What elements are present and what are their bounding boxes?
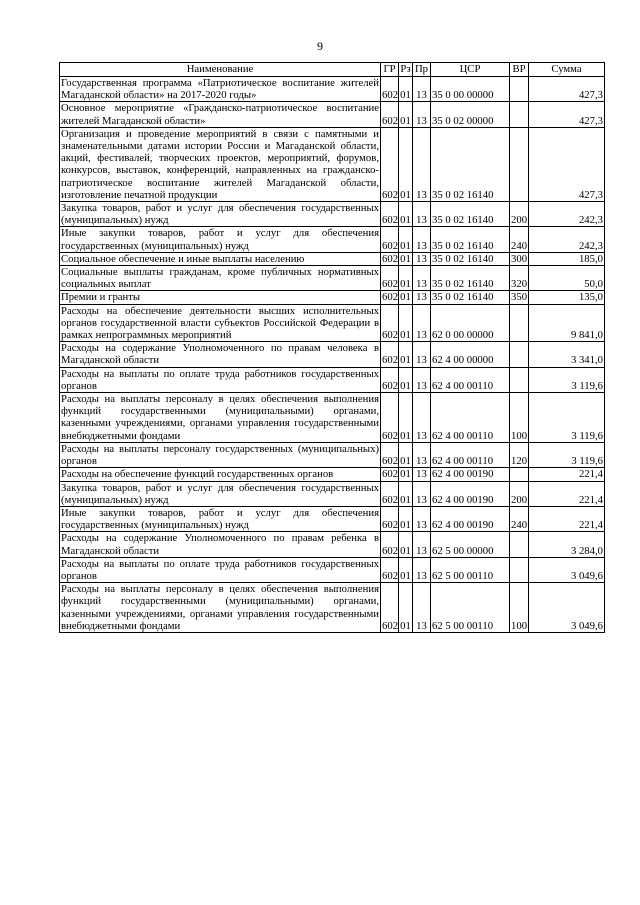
row-gr: 602 <box>381 506 399 531</box>
row-sum: 221,4 <box>529 481 605 506</box>
col-header-csr: ЦСР <box>431 63 510 77</box>
row-gr: 602 <box>381 227 399 252</box>
row-csr: 62 5 00 00000 <box>431 532 510 557</box>
row-gr: 602 <box>382 252 399 265</box>
col-header-vr: ВР <box>510 63 529 77</box>
row-csr: 62 4 00 00110 <box>431 442 510 467</box>
row-vr: 320 <box>510 266 529 291</box>
row-csr: 62 4 00 00110 <box>431 393 510 443</box>
col-header-pr: Пр <box>413 63 431 77</box>
row-gr: 602 <box>381 342 399 367</box>
row-csr: 62 5 00 00110 <box>431 583 510 633</box>
row-rz: 01 <box>399 304 413 342</box>
row-csr: 35 0 02 16140 <box>431 291 510 304</box>
row-csr: 62 4 00 00190 <box>431 506 510 531</box>
row-sum: 3 119,6 <box>529 442 605 467</box>
row-name: Расходы на выплаты персоналу государственных (муниципальных) органов <box>61 442 379 468</box>
table-row <box>60 227 605 252</box>
row-sum: 242,3 <box>529 227 605 252</box>
table-row <box>60 557 605 582</box>
table-row <box>60 367 605 392</box>
row-csr: 35 0 02 16140 <box>431 227 510 252</box>
row-sum: 427,3 <box>529 77 605 102</box>
row-rz: 01 <box>399 266 413 291</box>
row-gr: 602 <box>381 532 399 557</box>
row-vr: 100 <box>510 583 529 633</box>
row-pr: 13 <box>413 481 431 506</box>
row-gr: 602 <box>381 367 399 392</box>
col-header-name: Наименование <box>60 63 381 77</box>
row-vr <box>510 77 529 102</box>
row-csr: 62 4 00 00000 <box>431 342 510 367</box>
row-vr: 100 <box>510 393 529 443</box>
budget-table <box>59 62 605 633</box>
table-row <box>60 393 605 443</box>
row-name: Расходы на выплаты по оплате труда работников государственных органов <box>61 557 379 582</box>
table-row <box>60 291 605 304</box>
row-sum: 242,3 <box>529 202 605 227</box>
row-csr: 35 0 02 16140 <box>431 202 510 227</box>
row-rz: 01 <box>399 506 413 531</box>
table-row <box>60 127 605 201</box>
col-header-sum: Сумма <box>529 63 605 77</box>
row-rz: 01 <box>399 227 413 252</box>
row-vr: 350 <box>511 291 528 304</box>
row-rz: 01 <box>399 557 413 582</box>
row-gr: 602 <box>382 291 399 304</box>
row-sum: 221,4 <box>529 468 605 481</box>
row-name: Расходы на выплаты по оплате труда работников государственных органов <box>61 367 379 392</box>
row-csr: 35 0 02 16140 <box>431 266 510 291</box>
page-number: 9 <box>317 39 323 53</box>
row-sum: 3 119,6 <box>529 367 605 392</box>
row-gr: 602 <box>381 393 399 443</box>
row-sum: 427,3 <box>529 102 605 127</box>
row-csr: 62 4 00 00110 <box>431 367 510 392</box>
table-row <box>60 342 605 367</box>
table-row <box>60 583 605 633</box>
row-name: Расходы на содержание Уполномоченного по правам человека в Магаданской области <box>61 342 379 367</box>
row-gr: 602 <box>381 557 399 582</box>
row-pr: 13 <box>413 367 431 392</box>
row-sum: 3 284,0 <box>529 532 605 557</box>
table-header-row <box>60 63 605 77</box>
row-pr: 13 <box>413 557 431 582</box>
row-name: Расходы на выплаты персоналу в целях обеспечения выполнения функций государственными (муниципальными) органами, казенными учреждениями, органами управления государственными внебюджетными фондами <box>61 393 379 442</box>
row-name: Расходы на выплаты персоналу в целях обеспечения выполнения функций государственными (муниципальными) органами, казенными учреждениями, органами управления государственными внебюджетными фондами <box>61 583 379 632</box>
row-gr: 602 <box>381 583 399 633</box>
row-sum: 427,3 <box>529 127 605 201</box>
row-vr: 200 <box>510 202 529 227</box>
row-gr: 602 <box>381 304 399 342</box>
row-rz: 01 <box>399 202 413 227</box>
row-name: Основное мероприятие «Гражданско-патриотическое воспитание жителей Магаданской области» <box>61 102 379 127</box>
row-sum: 3 119,6 <box>529 393 605 443</box>
row-vr <box>510 367 529 392</box>
row-name: Расходы на обеспечение деятельности высших исполнительных органов государственной власти субъектов Российской Федерации в рамках непрограммных мероприятий <box>61 304 379 342</box>
row-gr: 602 <box>381 102 399 127</box>
row-rz: 01 <box>399 102 413 127</box>
row-vr <box>510 304 529 342</box>
row-rz: 01 <box>400 291 411 304</box>
row-pr: 13 <box>413 342 431 367</box>
row-pr: 13 <box>413 583 431 633</box>
row-vr <box>510 342 529 367</box>
row-csr: 62 4 00 00190 <box>431 468 510 481</box>
row-rz: 01 <box>399 342 413 367</box>
row-name: Социальные выплаты гражданам, кроме публичных нормативных социальных выплат <box>61 266 379 291</box>
row-pr: 13 <box>413 202 431 227</box>
row-pr: 13 <box>413 102 431 127</box>
row-name: Закупка товаров, работ и услуг для обеспечения государственных (муниципальных) нужд <box>61 202 379 227</box>
row-sum: 50,0 <box>529 266 605 291</box>
row-sum: 221,4 <box>529 506 605 531</box>
row-vr: 240 <box>510 506 529 531</box>
row-pr: 13 <box>413 532 431 557</box>
row-csr: 35 0 00 00000 <box>431 77 510 102</box>
table-row <box>60 532 605 557</box>
col-header-gr: ГР <box>381 63 399 77</box>
row-gr: 602 <box>381 127 399 201</box>
row-rz: 01 <box>399 77 413 102</box>
table-row <box>60 506 605 531</box>
row-vr <box>510 127 529 201</box>
row-gr: 602 <box>381 442 399 467</box>
row-gr: 602 <box>381 266 399 291</box>
row-rz: 01 <box>399 442 413 467</box>
row-sum: 3 341,0 <box>529 342 605 367</box>
row-name: Иные закупки товаров, работ и услуг для обеспечения государственных (муниципальных) нужд <box>61 227 379 252</box>
row-pr: 13 <box>413 127 431 201</box>
row-pr: 13 <box>413 468 431 481</box>
row-vr <box>510 468 529 481</box>
table-row <box>60 252 605 265</box>
row-vr <box>510 532 529 557</box>
row-vr: 300 <box>511 252 528 265</box>
row-sum: 135,0 <box>529 291 605 304</box>
row-pr: 13 <box>413 252 431 265</box>
row-rz: 01 <box>400 468 411 481</box>
row-name: Иные закупки товаров, работ и услуг для обеспечения государственных (муниципальных) нужд <box>61 506 379 532</box>
row-sum: 9 841,0 <box>529 304 605 342</box>
row-gr: 602 <box>382 468 399 481</box>
row-pr: 13 <box>413 266 431 291</box>
row-vr <box>510 557 529 582</box>
row-rz: 01 <box>399 583 413 633</box>
row-rz: 01 <box>400 252 411 265</box>
row-gr: 602 <box>381 481 399 506</box>
row-sum: 3 049,6 <box>529 557 605 582</box>
row-name: Премии и гранты <box>60 291 381 304</box>
row-vr <box>510 102 529 127</box>
row-csr: 35 0 02 16140 <box>431 252 510 265</box>
row-csr: 62 5 00 00110 <box>431 557 510 582</box>
table-row <box>60 266 605 291</box>
row-vr: 120 <box>510 442 529 467</box>
row-csr: 62 4 00 00190 <box>431 481 510 506</box>
table-row <box>60 77 605 102</box>
table-row <box>60 304 605 342</box>
row-sum: 3 049,6 <box>529 583 605 633</box>
row-pr: 13 <box>413 393 431 443</box>
row-pr: 13 <box>413 506 431 531</box>
row-pr: 13 <box>413 77 431 102</box>
row-vr: 200 <box>510 481 529 506</box>
row-name: Закупка товаров, работ и услуг для обеспечения государственных (муниципальных) нужд <box>61 481 379 506</box>
table-row <box>60 202 605 227</box>
row-vr: 240 <box>510 227 529 252</box>
table-row <box>60 102 605 127</box>
row-name: Государственная программа «Патриотическое воспитание жителей Магаданской области» на 2017-2020 годы» <box>61 77 379 102</box>
row-csr: 62 0 00 00000 <box>431 304 510 342</box>
row-name: Социальное обеспечение и иные выплаты населению <box>60 252 381 265</box>
row-pr: 13 <box>413 304 431 342</box>
row-csr: 35 0 02 00000 <box>431 102 510 127</box>
row-rz: 01 <box>399 367 413 392</box>
table-row <box>60 442 605 467</box>
row-rz: 01 <box>399 393 413 443</box>
row-pr: 13 <box>413 227 431 252</box>
table-body <box>60 77 605 633</box>
row-rz: 01 <box>399 532 413 557</box>
row-csr: 35 0 02 16140 <box>431 127 510 201</box>
row-pr: 13 <box>413 442 431 467</box>
row-name: Расходы на обеспечение функций государственных органов <box>60 468 381 481</box>
row-gr: 602 <box>381 77 399 102</box>
table-row <box>60 481 605 506</box>
table-row <box>60 468 605 481</box>
row-name: Расходы на содержание Уполномоченного по правам ребенка в Магаданской области <box>61 532 379 557</box>
row-name: Организация и проведение мероприятий в связи с памятными и знаменательными датами истории России и Магаданской области, акций, фестивалей, творческих проектов, мероприятий, форумов, конкурсов, выставок, конференций, направленных на гражданско-патриотическое воспитание жителей Магаданской области, изготовление печатной продукции <box>61 127 379 201</box>
row-rz: 01 <box>399 481 413 506</box>
row-pr: 13 <box>413 291 431 304</box>
row-gr: 602 <box>381 202 399 227</box>
row-rz: 01 <box>399 127 413 201</box>
col-header-rz: Рз <box>400 63 411 76</box>
row-sum: 185,0 <box>529 252 605 265</box>
